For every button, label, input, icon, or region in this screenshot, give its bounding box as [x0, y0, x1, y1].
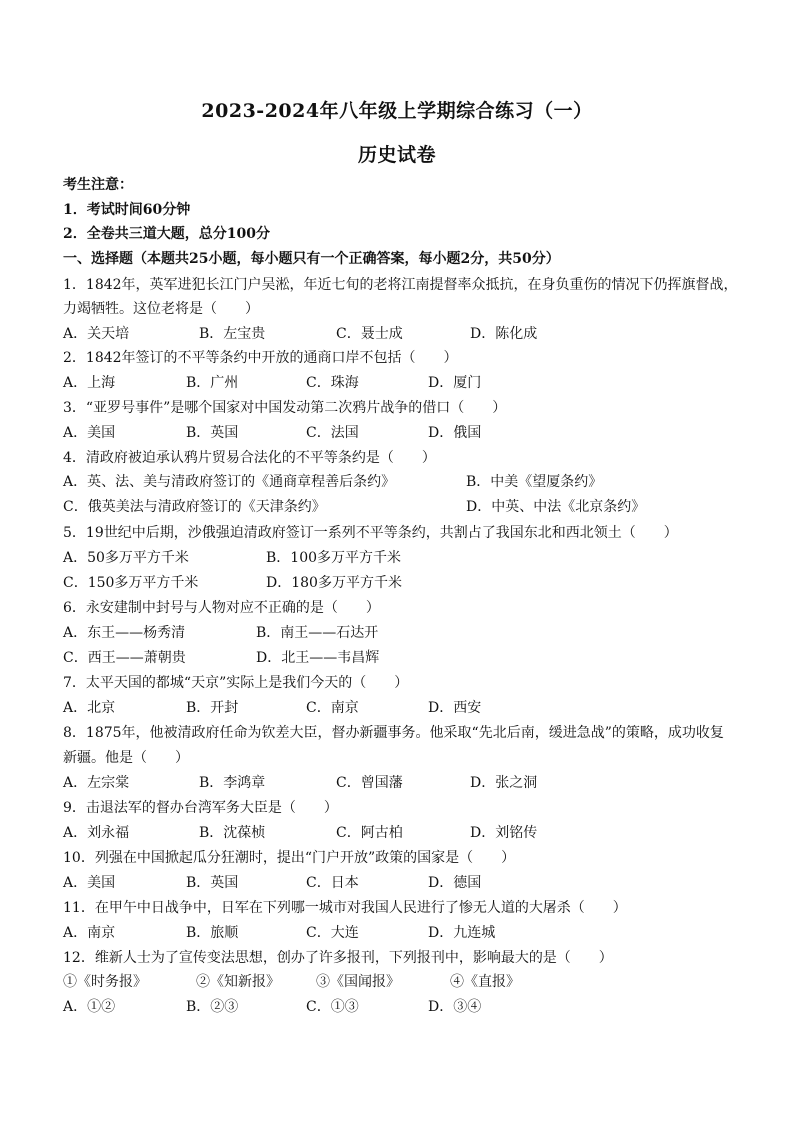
option-c: C．珠海	[306, 375, 359, 391]
option-c: C．150多万平方千米	[63, 575, 199, 591]
option-a: A．东王——杨秀清	[63, 625, 186, 641]
question-stem: 8．1875年，他被清政府任命为钦差大臣，督办新疆事务。他采取“先北后南，缓进急战”的策略，成功收复	[63, 725, 724, 741]
option-c: C．南京	[306, 700, 359, 716]
option-a: A．关天培	[63, 326, 130, 342]
option-b: B．英国	[186, 875, 239, 891]
option-d: D．德国	[428, 875, 482, 891]
option-b: B．100多万平方千米	[266, 550, 402, 566]
option-b: B．左宝贵	[199, 326, 266, 342]
question-stem: 力竭牺牲。这位老将是（ ）	[63, 301, 259, 317]
option-a: A．北京	[63, 700, 116, 716]
question-stem: 5．19世纪中后期，沙俄强迫清政府签订一系列不平等条约，共割占了我国东北和西北领土（ ）	[63, 525, 678, 541]
option-b: B．李鸿章	[199, 775, 266, 791]
choice-item: ②《知新报》	[196, 974, 280, 990]
option-d: D．陈化成	[470, 326, 538, 342]
option-a: A．左宗棠	[63, 775, 130, 791]
option-c: C．①③	[306, 999, 359, 1015]
option-c: C．日本	[306, 875, 359, 891]
option-c: C．聂士成	[336, 326, 403, 342]
notice-heading: 考生注意：	[63, 177, 133, 193]
option-a: A．美国	[63, 425, 116, 441]
option-d: D．俄国	[428, 425, 482, 441]
option-d: D．刘铭传	[470, 825, 538, 841]
option-c: C．法国	[306, 425, 359, 441]
option-a: A．①②	[63, 999, 116, 1015]
question-stem: 4．清政府被迫承认鸦片贸易合法化的不平等条约是（ ）	[63, 450, 436, 466]
option-b: B．旅顺	[186, 925, 239, 941]
option-b: B．沈葆桢	[199, 825, 266, 841]
section-heading: 一、选择题（本题共25小题，每小题只有一个正确答案，每小题2分，共50分）	[63, 251, 560, 267]
option-b: B．开封	[186, 700, 239, 716]
option-a: A．南京	[63, 925, 116, 941]
option-d: D．西安	[428, 700, 482, 716]
exam-subtitle: 历史试卷	[357, 144, 436, 166]
question-stem: 6．永安建制中封号与人物对应不正确的是（ ）	[63, 600, 380, 616]
question-stem: 11．在甲午中日战争中，日军在下列哪一城市对我国人民进行了惨无人道的大屠杀（ ）	[63, 900, 627, 916]
option-d: D．中英、中法《北京条约》	[466, 499, 646, 515]
option-b: B．②③	[186, 999, 239, 1015]
option-b: B．广州	[186, 375, 239, 391]
option-c: C．俄英美法与清政府签订的《天津条约》	[63, 499, 326, 515]
option-a: A．上海	[63, 375, 116, 391]
option-b: B．中美《望厦条约》	[466, 474, 603, 490]
option-d: D．北王——韦昌辉	[256, 650, 380, 666]
question-stem: 12．维新人士为了宣传变法思想，创办了许多报刊，下列报刊中，影响最大的是（ ）	[63, 950, 613, 966]
option-d: D．③④	[428, 999, 482, 1015]
option-c: C．大连	[306, 925, 359, 941]
choice-item: ④《直报》	[450, 974, 520, 990]
notice-item: 2．全卷共三道大题，总分100分	[63, 226, 270, 242]
question-stem: 7．太平天国的都城“天京”实际上是我们今天的（ ）	[63, 675, 409, 691]
option-a: A．50多万平方千米	[63, 550, 189, 566]
option-b: B．英国	[186, 425, 239, 441]
option-d: D．九连城	[428, 925, 496, 941]
exam-title: 2023-2024年八年级上学期综合练习（一）	[201, 100, 593, 122]
choice-item: ①《时务报》	[63, 974, 147, 990]
question-stem: 新疆。他是（ ）	[63, 750, 189, 766]
question-stem: 1．1842年，英军进犯长江门户吴淞，年近七旬的老将江南提督率众抵抗，在身负重伤的情况下仍挥旗督战，	[63, 277, 738, 293]
option-c: C．西王——萧朝贵	[63, 650, 186, 666]
option-b: B．南王——石达开	[256, 625, 379, 641]
question-stem: 10．列强在中国掀起瓜分狂潮时，提出“门户开放”政策的国家是（ ）	[63, 850, 516, 866]
option-d: D．张之洞	[470, 775, 538, 791]
question-stem: 9．击退法军的督办台湾军务大臣是（ ）	[63, 800, 338, 816]
option-c: C．阿古柏	[336, 825, 403, 841]
option-c: C．曾国藩	[336, 775, 403, 791]
option-a: A．刘永福	[63, 825, 130, 841]
option-a: A．美国	[63, 875, 116, 891]
option-d: D．厦门	[428, 375, 482, 391]
option-d: D．180多万平方千米	[266, 575, 402, 591]
question-stem: 2．1842年签订的不平等条约中开放的通商口岸不包括（ ）	[63, 350, 458, 366]
choice-item: ③《国闻报》	[316, 974, 400, 990]
option-a: A．英、法、美与清政府签订的《通商章程善后条约》	[63, 474, 396, 490]
notice-item: 1．考试时间60分钟	[63, 202, 191, 218]
question-stem: 3．“亚罗号事件”是哪个国家对中国发动第二次鸦片战争的借口（ ）	[63, 400, 507, 416]
